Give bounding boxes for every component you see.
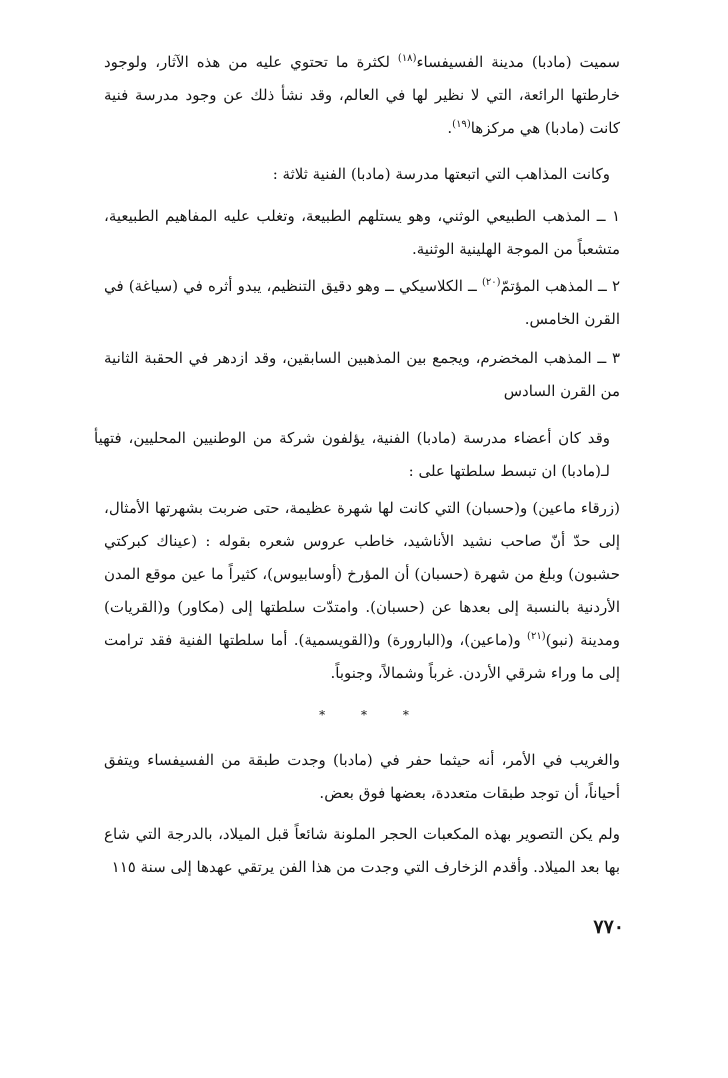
- footnote-ref-18: (١٨): [397, 53, 417, 64]
- list-item-school-2: [104, 270, 620, 336]
- divider-star: *: [402, 708, 409, 722]
- paragraph-text: ولم يكن التصوير بهذه المكعبات الحجر الملونة شائعاً قبل الميلاد، بالدرجة التي شاع بها بعد الميلاد. وأقدم الزخارف التي وجدت من هذا الفن يرتقي عهدها إلى سنة ١١٥: [104, 825, 620, 876]
- paragraph-text: لكثرة ما تحتوي عليه من هذه الآثار، ولوجود خارطتها الرائعة، التي لا نظير لها في العالم، وقد نشأ ذلك عن وجود مدرسة فنية كانت (مادبا) هي مركزها: [104, 53, 620, 137]
- paragraph-mosaic-history: [104, 818, 620, 884]
- list-item-school-3: [104, 342, 620, 408]
- paragraph-madaba-mosaic-city: [104, 46, 620, 145]
- divider-star: *: [361, 708, 367, 722]
- footnote-ref-21: (٢١): [527, 631, 546, 642]
- paragraph-text: و(ماعين)، و(البارورة) و(القويسمية). أما سلطتها الفنية فقد ترامت إلى ما وراء شرقي الأردن. غرباً وشمالاً، وجنوباً.: [104, 631, 620, 682]
- paragraph-school-members: [94, 422, 610, 488]
- paragraph-mosaic-layers: [104, 744, 620, 810]
- paragraph-text: ١ ــ المذهب الطبيعي الوثني، وهو يستلهم الطبيعة، وتغلب عليه المفاهيم الطبيعية، متشعباً من الموجة الهلينية الوثنية.: [104, 207, 620, 258]
- divider-star: *: [319, 708, 326, 722]
- paragraph-three-schools-intro: [94, 158, 610, 191]
- paragraph-text: ٣ ــ المذهب المخضرم، ويجمع بين المذهبين السابقين، وقد ازدهر في الحقبة الثانية من القرن السادس: [104, 349, 620, 400]
- paragraph-text: والغريب في الأمر، أنه حيثما حفر في (مادبا) وجدت طبقة من الفسيفساء ويتفق أحياناً، أن توجد طبقات متعددة، بعضها فوق بعض.: [104, 751, 620, 802]
- paragraph-text: ٢ ــ المذهب المؤتمّ: [500, 277, 620, 295]
- paragraph-text: سميت (مادبا) مدينة الفسيفساء: [416, 53, 620, 71]
- footnote-ref-19: (١٩): [452, 119, 471, 130]
- section-divider: [0, 708, 728, 722]
- paragraph-text: ــ الكلاسيكي ــ وهو دقيق التنظيم، يبدو أثره في (سياغة) في القرن الخامس.: [104, 277, 620, 328]
- paragraph-text: .: [447, 119, 453, 137]
- page-number: ٧٧٠: [593, 916, 624, 938]
- paragraph-text: وكانت المذاهب التي اتبعتها مدرسة (مادبا) الفنية ثلاثة :: [272, 165, 610, 183]
- list-item-school-1: [104, 200, 620, 266]
- paragraph-text: (زرقاء ماعين) و(حسبان) التي كانت لها شهرة عظيمة، حتى ضربت بشهرتها الأمثال، إلى حدّ أنّ صاحب نشيد الأناشيد، خاطب عروس شعره بقوله : (عيناك كبركتي حشبون) وبلغ من شهرة (حسبان) أن المؤرخ (أوسابيوس)، كثيراً ما عين موقع المدن الأردنية بالنسبة إلى بعدها عن (حسبان). وامتدّت سلطتها إلى (مكاور) و(القريات) ومدينة (نبو): [104, 499, 620, 649]
- footnote-ref-20: (٢٠): [481, 277, 501, 288]
- paragraph-madaba-authority: [104, 492, 620, 690]
- paragraph-text: وقد كان أعضاء مدرسة (مادبا) الفنية، يؤلفون شركة من الوطنيين المحليين، فتهيأ لـ(مادبا) ان تبسط سلطتها على :: [94, 429, 610, 480]
